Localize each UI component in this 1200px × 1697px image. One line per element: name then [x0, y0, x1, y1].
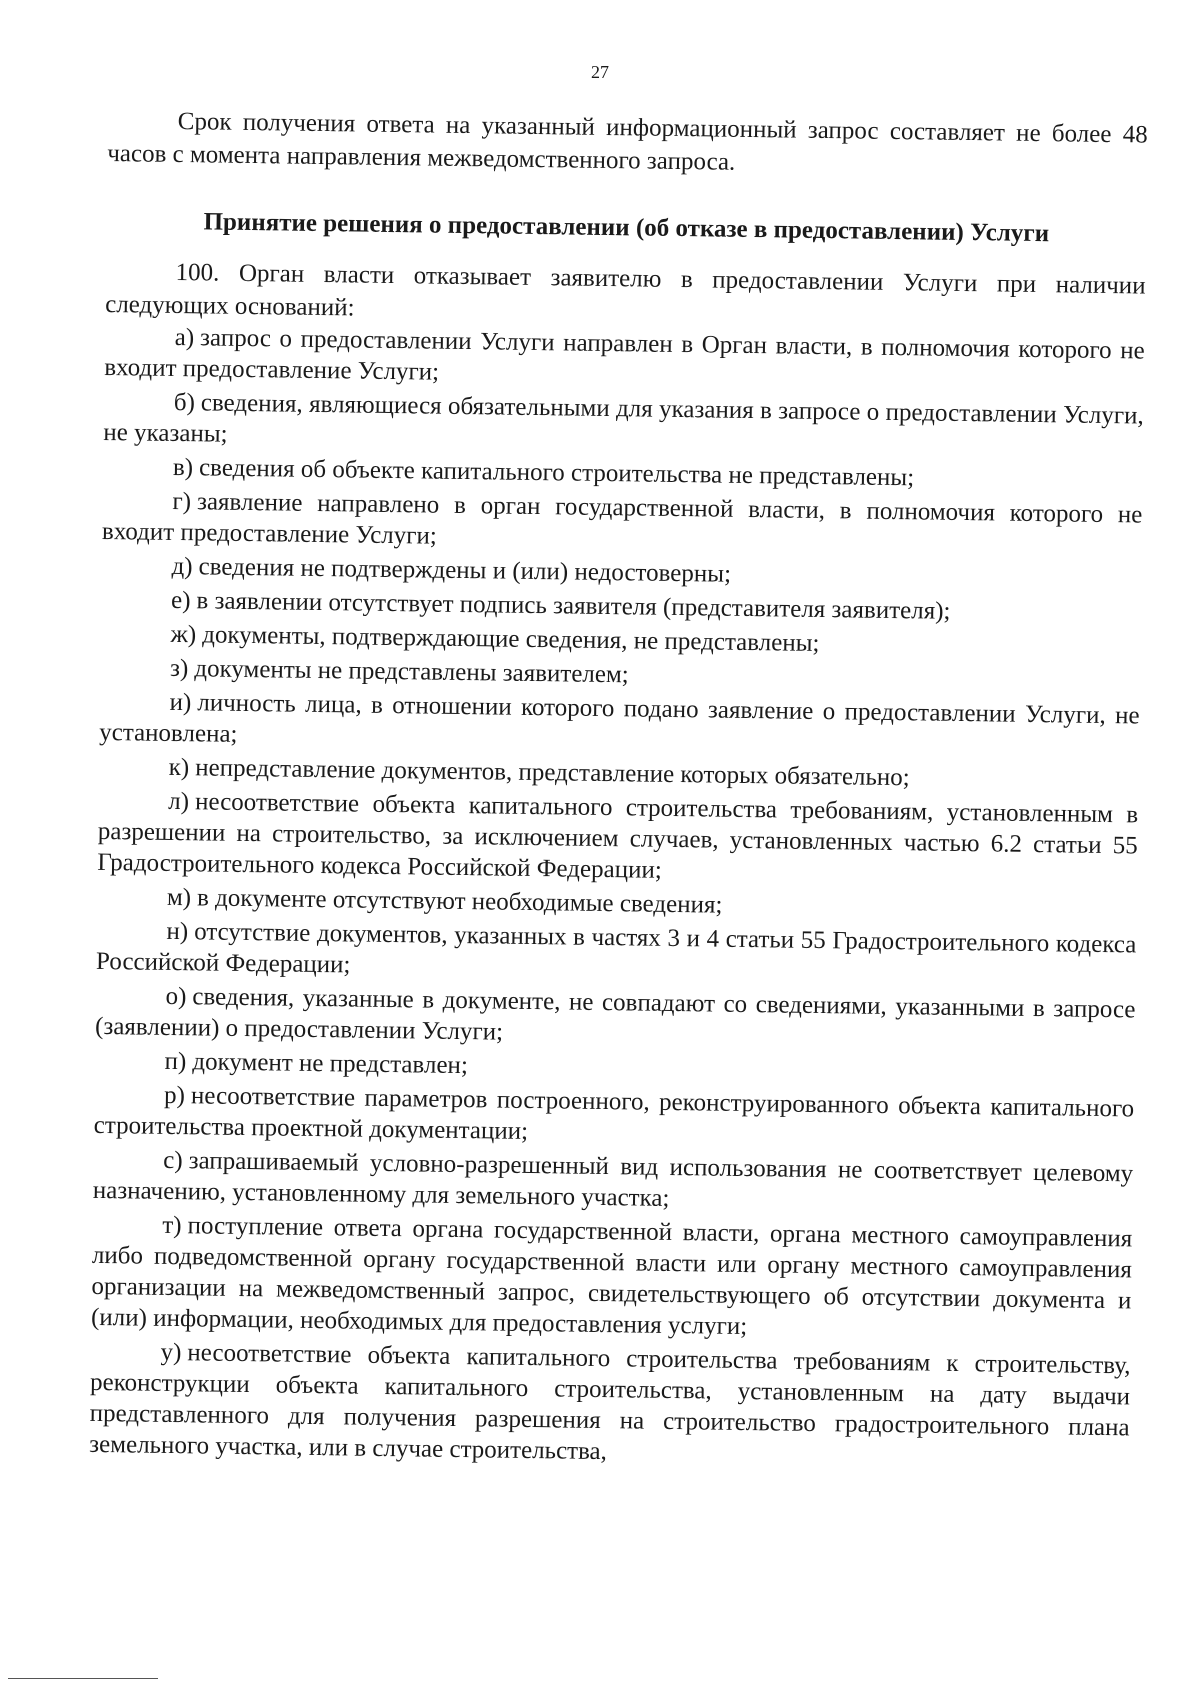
- item-text: непредставление документов, представление которых обязательно;: [195, 754, 910, 792]
- intro-paragraph: Срок получения ответа на указанный информационный запрос составляет не более 48 часов с момента направления межведомственного запроса.: [107, 107, 1148, 176]
- item-text: заявление направлено в орган государственной власти, в полномочия которого не входит предоставление Услуги;: [101, 488, 1143, 550]
- item-text: сведения, указанные в документе, не совпадают со сведениями, указанными в запросе (заявлении) о предоставлении Услуги;: [94, 983, 1136, 1046]
- item-marker: а): [174, 323, 195, 352]
- item-marker: б): [173, 388, 196, 417]
- document-body: [89, 104, 1148, 1477]
- clause-100: 100. Орган власти отказывает заявителю в предоставлении Услуги при наличии следующих оснований:: [105, 258, 1146, 322]
- footnote-separator: [8, 1678, 158, 1679]
- item-text: документы, подтверждающие сведения, не представлены;: [202, 621, 820, 657]
- item-text: несоответствие объекта капитального строительства требованиям к строительству, реконструкции объекта капитального строительства, установленным на дату выдачи представленного для получения разрешения на строительство градостроительного плана земельного участка, или в случае строительства,: [89, 1339, 1131, 1466]
- item-text: поступление ответа органа государственной власти, органа местного самоуправления либо подведомственной органу государственной власти или органу местного самоуправления организации на межведомственный запрос, свидетельствующего об отсутствии документа и (или) информации, необходимых для предоставления услуги;: [90, 1212, 1133, 1341]
- item-marker: е): [170, 586, 191, 615]
- refusal-ground-item: [103, 386, 1144, 463]
- refusal-ground-item: [93, 1144, 1134, 1221]
- item-text: несоответствие параметров построенного, реконструированного объекта капитального строительства проектной документации;: [93, 1082, 1135, 1145]
- section-heading: Принятие решения о предоставлении (об отказе в предоставлении) Услуги: [203, 208, 1050, 248]
- refusal-ground-item: [94, 1079, 1135, 1156]
- item-text: документ не представлен;: [192, 1048, 469, 1080]
- page-number: 27: [591, 62, 609, 82]
- item-marker: г): [172, 487, 192, 516]
- item-marker: н): [166, 917, 189, 946]
- refusal-ground-item: [99, 686, 1140, 763]
- refusal-ground-item: [89, 1336, 1131, 1475]
- item-text: запрашиваемый условно-разрешенный вид использования не соответствует целевому назначению, установленному для земельного участка;: [92, 1147, 1134, 1212]
- refusal-ground-item: [102, 485, 1143, 562]
- item-marker: к): [168, 753, 190, 782]
- item-marker: р): [163, 1081, 186, 1110]
- refusal-ground-item: [96, 915, 1137, 992]
- item-marker: в): [172, 453, 194, 482]
- item-text: сведения не подтверждены и (или) недостоверны;: [198, 553, 732, 588]
- refusal-ground-item: [104, 321, 1145, 398]
- item-text: в документе отсутствуют необходимые сведения;: [196, 884, 723, 919]
- item-marker: м): [166, 883, 192, 912]
- item-marker: и): [169, 688, 192, 717]
- item-text: несоответствие объекта капитального строительства требованиям, установленным в разрешении на строительство, за исключением случаев, установленных частью 6.2 статьи 55 Градостроительного кодекса Российской Федерации;: [97, 788, 1139, 884]
- item-text: запрос о предоставлении Услуги направлен в Орган власти, в полномочия которого не входит предоставление Услуги;: [104, 324, 1145, 386]
- refusal-grounds-list: [89, 321, 1145, 1474]
- refusal-ground-item: [97, 785, 1138, 893]
- item-marker: т): [162, 1211, 182, 1240]
- refusal-ground-item: [91, 1209, 1133, 1348]
- refusal-ground-item: [95, 980, 1136, 1057]
- item-text: в заявлении отсутствует подпись заявителя (представителя заявителя);: [196, 587, 951, 625]
- item-text: документы не представлены заявителем;: [194, 655, 629, 689]
- item-marker: з): [169, 654, 189, 683]
- item-marker: п): [164, 1047, 187, 1076]
- item-marker: с): [163, 1146, 183, 1175]
- item-text: отсутствие документов, указанных в частях 3 и 4 статьи 55 Градостроительного кодекса Российской Федерации;: [95, 918, 1137, 979]
- item-marker: у): [160, 1338, 182, 1367]
- item-text: личность лица, в отношении которого подано заявление о предоставлении Услуги, не установлена;: [99, 689, 1140, 748]
- item-marker: ж): [170, 620, 197, 649]
- item-marker: д): [171, 552, 193, 581]
- item-text: сведения об объекте капитального строительства не представлены;: [198, 454, 915, 492]
- item-marker: о): [165, 982, 187, 1011]
- item-text: сведения, являющиеся обязательными для указания в запросе о предоставлении Услуги, не указаны;: [103, 389, 1144, 448]
- item-marker: л): [168, 787, 190, 816]
